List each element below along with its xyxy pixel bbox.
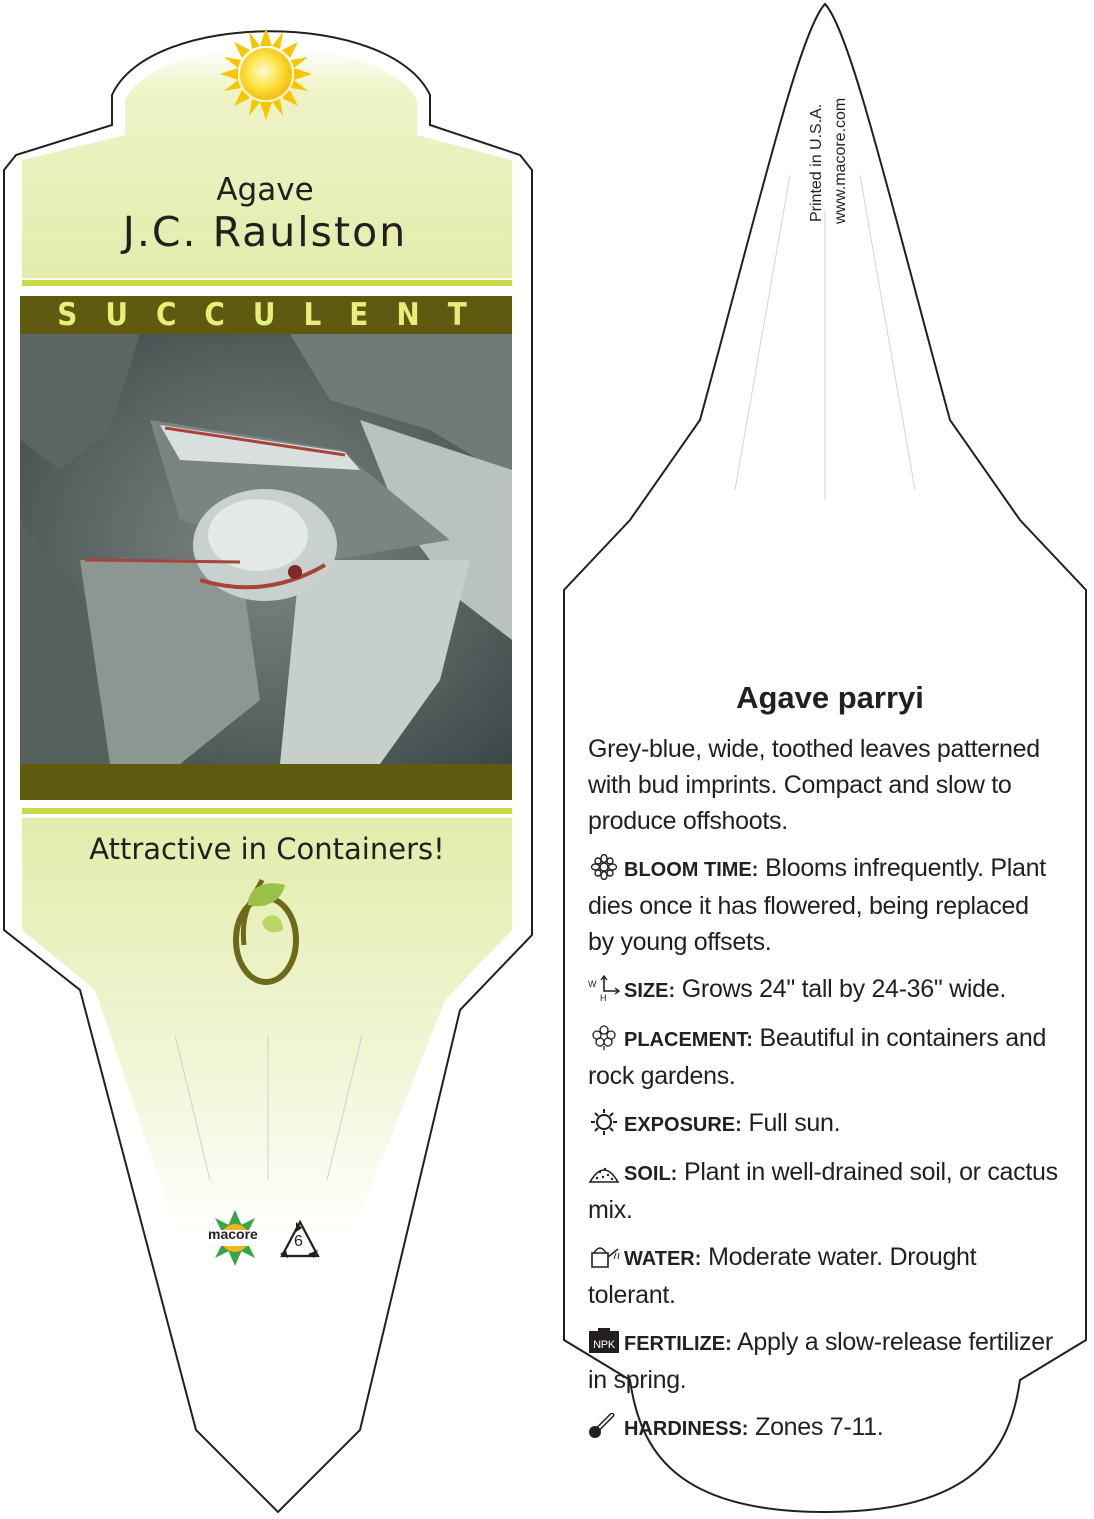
flower-icon bbox=[588, 854, 620, 880]
placement-icon bbox=[588, 1024, 620, 1050]
feature-placement bbox=[588, 1020, 1058, 1094]
feature-label: EXPOSURE: bbox=[624, 1114, 742, 1136]
feature-water bbox=[588, 1239, 1058, 1313]
feature-text: Grows 24" tall by 24-36" wide. bbox=[681, 975, 1006, 1003]
feature-label: SOIL: bbox=[624, 1163, 678, 1185]
brand-name: macore bbox=[208, 1226, 258, 1242]
feature-label: SIZE: bbox=[624, 980, 676, 1002]
fertilizer-icon-text: NPK bbox=[593, 1339, 615, 1351]
sun-outline-icon bbox=[588, 1109, 620, 1135]
cultivar-name: J.C. Raulston bbox=[122, 208, 408, 256]
feature-bloom-time bbox=[588, 850, 1058, 960]
feature-text: Apply a slow-release fertilizer in spring. bbox=[588, 1328, 1053, 1394]
feature-hardiness bbox=[588, 1409, 1058, 1447]
description: Grey-blue, wide, toothed leaves patterned with bud imprints. Compact and slow to produce offshoots. bbox=[588, 735, 1040, 835]
size-icon bbox=[588, 975, 620, 1001]
watering-can-icon bbox=[588, 1243, 620, 1269]
feature-text: Full sun. bbox=[748, 1109, 841, 1137]
feature-size bbox=[588, 971, 1058, 1009]
feature-exposure bbox=[588, 1105, 1058, 1143]
feature-label: WATER: bbox=[624, 1248, 702, 1270]
feature-text: Plant in well-drained soil, or cactus mix. bbox=[588, 1158, 1058, 1224]
website-text: www.macore.com bbox=[832, 97, 849, 224]
feature-fertilize bbox=[588, 1324, 1058, 1398]
species-name: Agave parryi bbox=[736, 680, 924, 715]
feature-text: Blooms infrequently. Plant dies once it has flowered, being replaced by young offsets. bbox=[588, 854, 1046, 956]
care-info bbox=[588, 731, 1058, 1458]
feature-label: BLOOM TIME: bbox=[624, 859, 759, 881]
category-label: SUCCULENT bbox=[57, 297, 495, 333]
printed-in-text: Printed in U.S.A. bbox=[808, 103, 825, 222]
thermometer-icon bbox=[588, 1413, 620, 1439]
feature-text: Moderate water. Drought tolerant. bbox=[588, 1243, 977, 1309]
recycle-code: 6 bbox=[294, 1233, 303, 1250]
feature-text: Beautiful in containers and rock gardens. bbox=[588, 1024, 1047, 1090]
feature-text: Zones 7-11. bbox=[755, 1413, 884, 1441]
feature-label: FERTILIZE: bbox=[624, 1333, 732, 1355]
size-icon-w: W bbox=[588, 979, 597, 989]
feature-label: PLACEMENT: bbox=[624, 1029, 753, 1051]
plant-photo bbox=[20, 334, 512, 764]
soil-icon bbox=[588, 1158, 620, 1184]
size-icon-h: H bbox=[600, 993, 607, 1001]
tagline: Attractive in Containers! bbox=[89, 832, 445, 866]
fertilizer-icon bbox=[588, 1328, 620, 1354]
feature-label: HARDINESS: bbox=[624, 1418, 749, 1440]
genus-name: Agave bbox=[216, 172, 314, 208]
feature-soil bbox=[588, 1154, 1058, 1228]
